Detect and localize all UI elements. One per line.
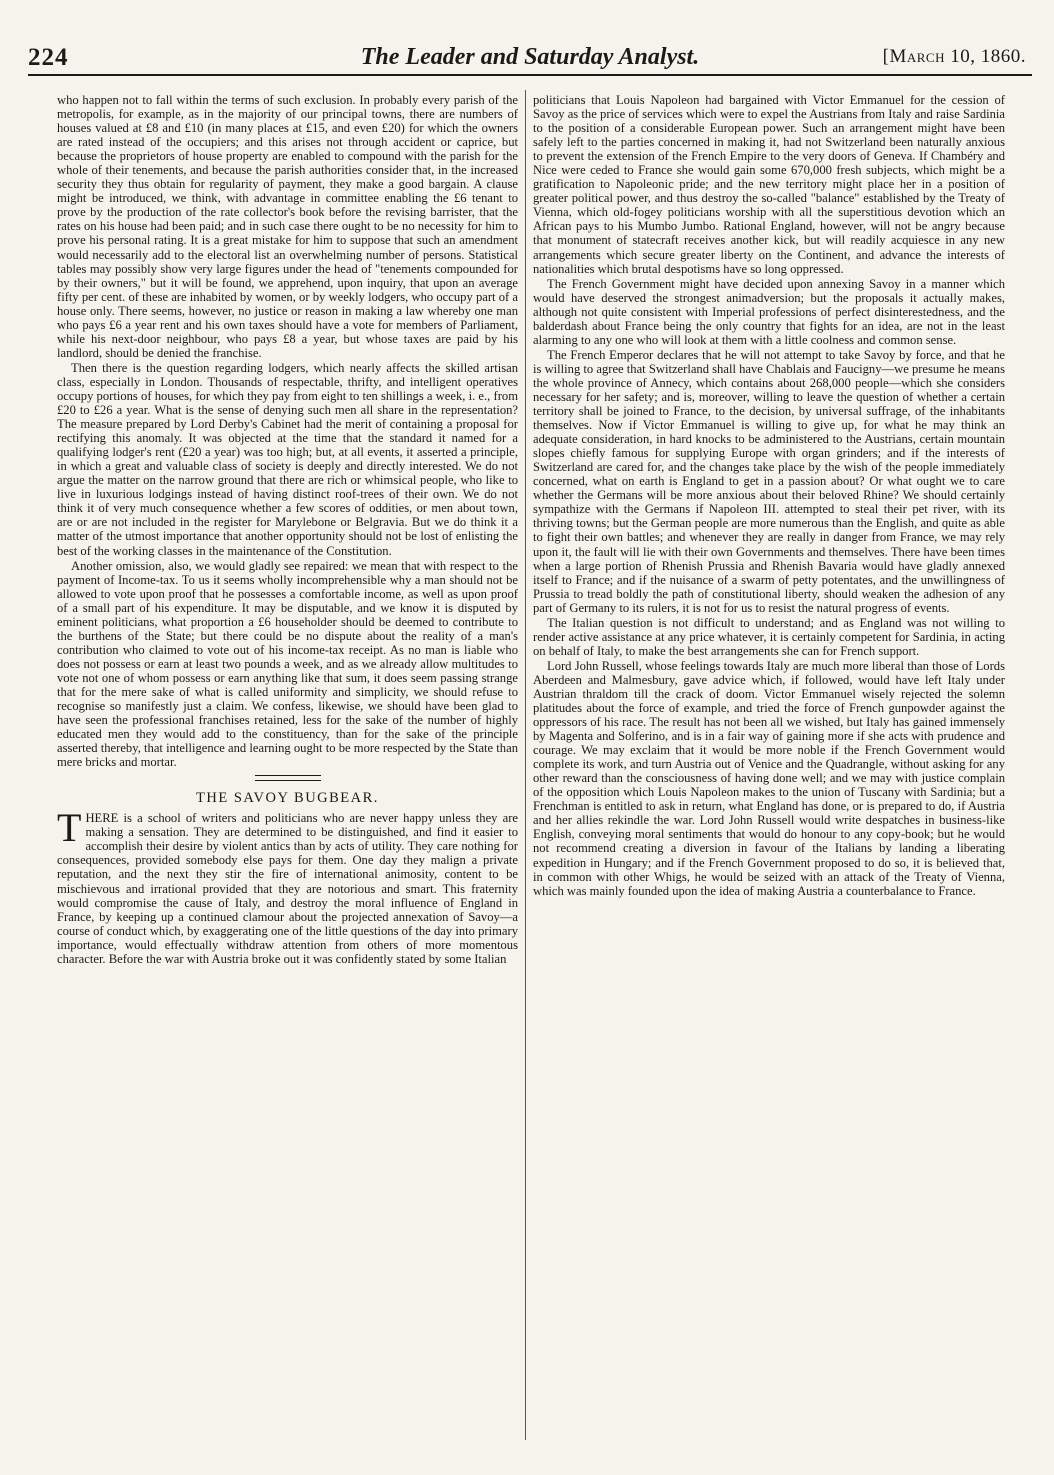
article-paragraph: who happen not to fall within the terms of such exclusion. In probably every parish of the metropolis, for example, as in the majority of our principal towns, there are numbers of houses valued at £8 and £10 (in many places at £15, and even £20) for which the owners are rated instead of the occupiers; and this arises not through accident or caprice, but because the proprietors of house property are enabled to compound with the parish for the whole of their tenements, and because the parish authorities consider that, in the increased security they thus obtain for regularity of payment, they make a good bargain. A clause might be introduced, we think, with advantage in committee enabling the £6 tenant to prove by the production of the rate collector's book before the revising barrister, that the rates on his house had been paid; and in such case there ought to be no necessity for him to prove his personal rating. It is a great mistake for him to suppose that such an amendment would necessarily add to the electoral list an overwhelming number of persons. Statistical tables may possibly show very large figures under the head of "tenements compounded for by their owners," but it will be found, we apprehend, upon inquiry, that upon an average fifty per cent. of these are inhabited by women, or by weekly lodgers, who occupy part of a house only. There seems, however, no justice or reason in making a law whereby one man who pays £6 a year rent and his own taxes should have a vote for members of Parliament, while his next-door neighbour, who pays £8 a year, but whose taxes are paid by his landlord, should be denied the franchise.	[57, 93, 518, 360]
article-paragraph: Lord John Russell, whose feelings towards Italy are much more liberal than those of Lords Aberdeen and Malmesbury, gave advice which, if followed, would have left Italy under Austrian thraldom till the crack of doom. Victor Emmanuel wisely rejected the solemn platitudes about the force of example, and tried the force of French gunpowder against the oppressors of his race. The result has not been all we wished, but Italy has gained immensely by Magenta and Solferino, and is in a fair way of gaining more if she acts with prudence and courage. We may exclaim that it would be more noble if the French Government would complete its work, and turn Austria out of Venice and the Quadrangle, without asking for any other reward than the consciousness of having done well; and we may with justice complain of the opposition which Louis Napoleon makes to the union of Tuscany with Sardinia; but a Frenchman is entitled to ask in return, what England has done, or is prepared to do, if Austria and her allies rekindle the war. Lord John Russell would write despatches in business-like English, conveying moral sentiments that would do honour to any copy-book; but he would not recommend creating a diversion in favour of the Italians by landing a liberating expedition in Hungary; and if the French Government proposed to do so, it is believed that, in common with other Whigs, he would be seized with an attack of the Treaty of Vienna, which was mainly founded upon the idea of making Austria a counterbalance to France.	[533, 658, 1005, 898]
article-paragraph: politicians that Louis Napoleon had bargained with Victor Emmanuel for the cession of Savoy as the price of services which were to expel the Austrians from Italy and raise Sardinia to the position of a considerable European power. Such an arrangement might have been safely left to the parties concerned in making it, had not Switzerland been naturally anxious to prevent the extension of the French Empire to the very doors of Geneva. If Chambéry and Nice were ceded to France she would gain some 670,000 fresh subjects, which might be a gratification to Napoleonic pride; and the new territory might place her in a position of greater political power, and thus destroy the so-called "balance" established by the Treaty of Vienna, which old-fogey politicians worship with all the superstitious devotion which an African pays to his Mumbo Jumbo. Rational England, however, will not be angry because that monument of statecraft receives another kick, but will readily acquiesce in any new arrangements which secure greater liberty on the Continent, and advance the interests of nationalities which brutal despotisms have so long oppressed.	[533, 93, 1005, 276]
article-paragraph: Another omission, also, we would gladly see repaired: we mean that with respect to the payment of Income-tax. To us it seems wholly incomprehensible why a man should not be allowed to vote upon proof that he possesses a comfortable income, as well as upon proof of a small part of his expenditure. It may be disputable, and we know it is disputed by eminent politicians, what proportion a £6 householder should be deemed to contribute to the burthens of the State; but there could be no dispute about the reality of a man's contribution who claimed to vote out of his income-tax receipt. As no man is liable who does not possess or earn at least two pounds a week, and as we already allow multitudes to vote not one of whom possess or earn anything like that sum, it does seem passing strange that for the mere sake of what is called uniformity and simplicity, we should refuse to recognise so manifestly just a claim. We confess, likewise, we should have been glad to have seen the professional franchises retained, less for the sake of the number of highly educated men they would add to the constituency, than for the sake of the principle asserted thereby, that intelligence and learning ought to be more respected by the State than mere bricks and mortar.	[57, 558, 518, 770]
opening-text: is a school of writers and politicians who are never happy unless they are making a sensation. They are determined to be distinguished, and find it easier to accomplish their desire by violent antics than by acts of utility. They care nothing for consequences, provided somebody else pays for them. One day they malign a private reputation, and the next they stir the fire of international animosity, content to be mischievous and irrational provided that they are notorious and smart. This fraternity would compromise the cause of Italy, and destroy the moral influence of England in France, by keeping up a continued clamour about the projected annexation of Savoy—a course of conduct which, by exaggerating one of the little questions of the day into primary importance, would effectually withdraw attention from others of more momentous character. Before the war with Austria broke out it was confidently stated by some Italian	[57, 811, 518, 966]
article-paragraph: The Italian question is not difficult to understand; and as England was not willing to render active assistance at any price whatever, it is certainly competent for Sardinia, in acting on behalf of Italy, to make the best arrangements she can for French support.	[533, 615, 1005, 658]
article-paragraph: The French Government might have decided upon annexing Savoy in a manner which would have deserved the strongest animadversion; but the proposals it actually makes, although not quite consistent with Imperial professions of perfect disinterestedness, and the balderdash about France being the only country that fights for an idea, are not in the least alarming to any one who will look at them with a little coolness and common sense.	[533, 276, 1005, 347]
page-header	[28, 44, 1032, 76]
journal-title: The Leader and Saturday Analyst.	[360, 44, 700, 70]
article-opening-paragraph	[57, 805, 518, 966]
page-number: 224	[28, 44, 69, 71]
section-divider	[255, 775, 321, 781]
lead-in: HERE	[85, 811, 119, 826]
drop-cap: T	[57, 805, 82, 851]
column-rule	[525, 90, 526, 1440]
article-paragraph: Then there is the question regarding lodgers, which nearly affects the skilled artisan class, especially in London. Thousands of respectable, thrifty, and intelligent operatives occupy portions of houses, for which they pay from eight to ten shillings a week, i. e., from £20 to £26 a year. What is the sense of denying such men all share in the representation? The measure prepared by Lord Derby's Cabinet had the merit of containing a proposal for rectifying this anomaly. It was objected at the time that the standard it named for a qualifying lodger's rent (£20 a year) was too high; but, at all events, it asserted a principle, in which a great and valuable class of society is deeply and directly interested. We do not argue the matter on the narrow ground that there are rich or whimsical people, who like to live in luxurious lodgings instead of having distinct roof-trees of their own. We do not think it of very much consequence whether a few scores of oddities, or men about town, are or are not included in the register for Marylebone or Belgravia. But we do think it a matter of the utmost importance that another opportunity should not be lost of enlisting the best of the working classes in the maintenance of the Constitution.	[57, 360, 518, 558]
issue-date: [March 10, 1860.	[882, 46, 1026, 67]
right-column	[533, 93, 1005, 1429]
article-title: THE SAVOY BUGBEAR.	[196, 790, 379, 807]
left-column	[57, 93, 518, 1435]
article-paragraph: The French Emperor declares that he will not attempt to take Savoy by force, and that he is willing to agree that Switzerland shall have Chablais and Faucigny—we presume he means the whole province of Annecy, which contains about 268,000 people—which she considers necessary for her safety; and is, moreover, willing to leave the question of whether a certain territory shall be joined to France, to the decision, by universal suffrage, of the inhabitants themselves. Now if Victor Emmanuel is willing to give up, for what he may think an adequate consideration, in hard knocks to be administered to the Austrians, certain mountain slopes chiefly famous for supplying Europe with organ grinders; and if the interests of Switzerland are cared for, and the changes take place by the wish of the people immediately concerned, what on earth is England to get in a passion about? Or what ought we to care whether the Germans will be more anxious about their beloved Rhine? We should certainly sympathize with the Germans if Napoleon III. attempted to steal their pet river, with its thriving towns; but the German people are more numerous than the English, and quite as able to fight their own battles; and whenever they are really in danger from France, we may rely upon it, the fault will lie with their own Governments and themselves. There have been times when a large portion of Rhenish Prussia and Rhenish Bavaria would have gladly annexed itself to France; and if the nuisance of a swarm of petty potentates, and the unwillingness of Prussia to tread boldly the path of constitutional liberty, should weaken the adhesion of any part of Germany to its rulers, it is not for us to resist the natural progress of events.	[533, 347, 1005, 615]
